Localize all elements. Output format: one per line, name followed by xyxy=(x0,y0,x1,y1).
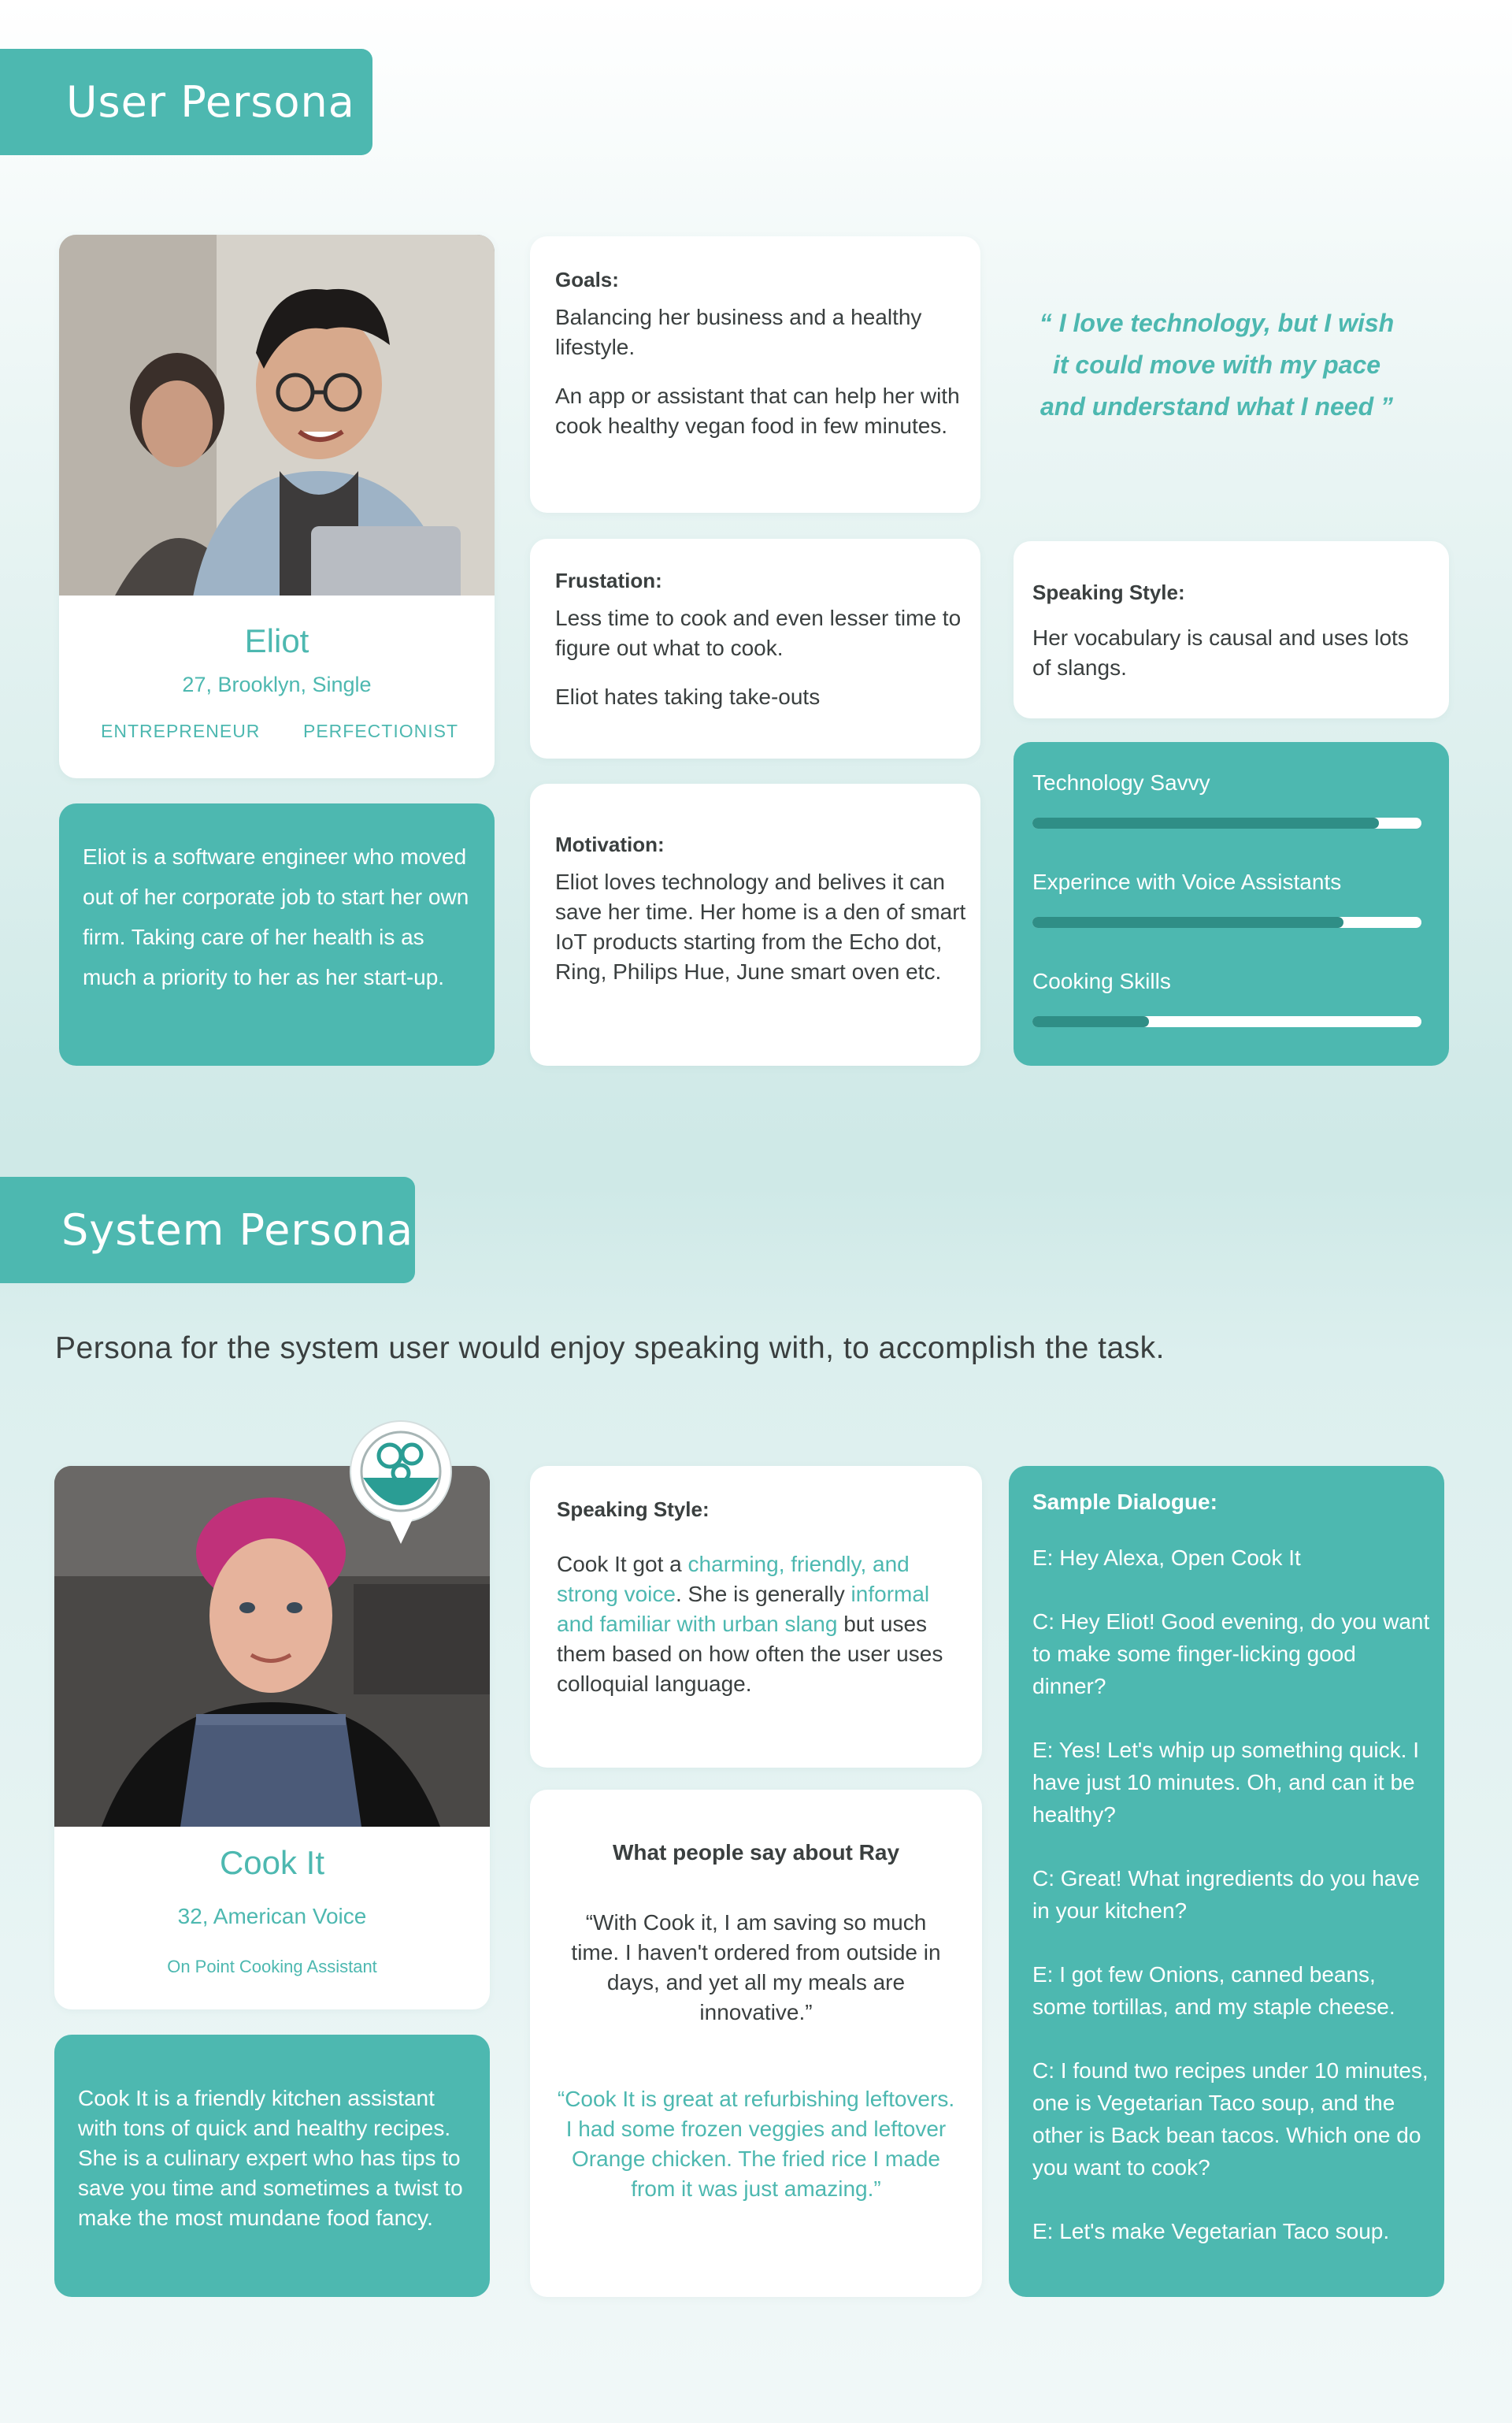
cookit-name: Cook It xyxy=(219,1844,325,1881)
cookit-bio-card xyxy=(54,2035,490,2297)
dialogue-line: E: Let's make Vegetarian Taco soup. xyxy=(1032,2219,1390,2243)
skill-bar-fill xyxy=(1032,818,1379,829)
eliot-bio-card xyxy=(59,803,495,1066)
tag-entrepreneur: ENTREPRENEUR xyxy=(101,721,261,741)
reviews-label: What people say about Ray xyxy=(612,1840,900,1865)
skill-label-voice: Experince with Voice Assistants xyxy=(1032,870,1342,894)
motivation-label: Motivation: xyxy=(555,833,665,856)
dialogue-line: C: Hey Eliot! Good evening, do you want to make some finger-licking good dinner? xyxy=(1032,1609,1430,1698)
dialogue-line: C: I found two recipes under 10 minutes, one is Vegetarian Taco soup, and the other is Back bean tacos. Which one do you want to cook? xyxy=(1032,2058,1429,2180)
cookit-bio-text: Cook It is a friendly kitchen assistant with tons of quick and healthy recipes. She is a culinary expert who has tips to save you time and sometimes a twist to make the most mundane food fancy. xyxy=(78,2086,463,2230)
eliot-bio-text: Eliot is a software engineer who moved out of her corporate job to start her own firm. Taking care of her health is as much a priority to her as her start-up. xyxy=(83,844,469,989)
motivation-card xyxy=(530,784,980,1066)
system-persona-title: System Persona xyxy=(61,1205,414,1255)
eliot-name: Eliot xyxy=(244,622,309,659)
goals-label: Goals: xyxy=(555,268,619,291)
motivation-text: Eliot loves technology and belives it can save her time. Her home is a den of smart IoT products starting from the Echo dot, Ring, Philips Hue, June smart oven etc. xyxy=(555,870,966,984)
user-persona-title: User Persona xyxy=(66,77,355,127)
system-speaking-style-label: Speaking Style: xyxy=(557,1497,710,1521)
dialogue-line: E: Yes! Let's whip up something quick. I have just 10 minutes. Oh, and can it be healthy? xyxy=(1032,1738,1419,1827)
system-speaking-style-text xyxy=(557,1549,965,1699)
speaking-highlight-1: charming, friendly, and strong voice xyxy=(557,1552,910,1606)
skill-label-cooking: Cooking Skills xyxy=(1032,969,1171,993)
frustration-text-1: Less time to cook and even lesser time to figure out what to cook. xyxy=(555,606,962,660)
eliot-quote: “ I love technology, but I wish it could move with my pace and understand what I need ” xyxy=(1039,309,1395,421)
eliot-photo xyxy=(59,235,495,596)
frustration-card xyxy=(530,539,980,759)
speaking-text-2: . She is generally xyxy=(675,1582,851,1606)
user-speaking-style-text: Her vocabulary is causal and uses lots of slangs. xyxy=(1032,625,1409,680)
frustration-text-2: Eliot hates taking take-outs xyxy=(555,685,821,709)
user-speaking-style-label: Speaking Style: xyxy=(1032,581,1185,604)
system-persona-subtitle: Persona for the system user would enjoy speaking with, to accomplish the task. xyxy=(55,1331,1166,1365)
skill-bar-voice xyxy=(1032,917,1421,928)
speaking-highlight-2: informal and familiar with urban slang xyxy=(557,1582,930,1636)
frustration-label: Frustation: xyxy=(555,569,662,592)
dialogue-lines xyxy=(1032,1542,1430,2247)
tag-perfectionist: PERFECTIONIST xyxy=(303,721,459,741)
eliot-details: 27, Brooklyn, Single xyxy=(182,673,372,696)
dialogue-line: E: I got few Onions, canned beans, some tortillas, and my staple cheese. xyxy=(1032,1962,1395,2019)
eliot-portrait-illustration xyxy=(59,235,495,596)
dialogue-label: Sample Dialogue: xyxy=(1032,1490,1217,1514)
goals-card xyxy=(530,236,980,513)
review-quote-1: “With Cook it, I am saving so much time. I haven't ordered from outside in days, and yet all my meals are innovative.” xyxy=(571,1910,941,2024)
skill-label-tech: Technology Savvy xyxy=(1032,770,1210,795)
user-speaking-style-card xyxy=(1014,541,1449,718)
goals-text-1: Balancing her business and a healthy lifestyle. xyxy=(555,305,922,359)
skill-bar-tech xyxy=(1032,818,1421,829)
dialogue-card xyxy=(1009,1466,1444,2297)
dialogue-line: C: Great! What ingredients do you have in your kitchen? xyxy=(1032,1866,1420,1923)
eliot-profile-card xyxy=(59,235,495,778)
skill-bar-fill xyxy=(1032,1016,1149,1027)
review-quote-2: “Cook It is great at refurbishing leftovers. I had some frozen veggies and leftover Orange chicken. The fried rice I made from it was just amazing.” xyxy=(557,2087,955,2201)
cookit-logo-icon xyxy=(344,1415,458,1553)
skill-bar-fill xyxy=(1032,917,1343,928)
cookit-details: 32, American Voice xyxy=(177,1904,367,1928)
skills-card xyxy=(1014,742,1449,1066)
speaking-text-1: Cook It got a xyxy=(557,1552,688,1576)
speaking-text-3: but uses them based on how often the user uses colloquial language. xyxy=(557,1612,943,1696)
system-persona-heading xyxy=(0,1177,415,1283)
skill-bar-cooking xyxy=(1032,1016,1421,1027)
goals-text-2: An app or assistant that can help her with cook healthy vegan food in few minutes. xyxy=(555,384,960,438)
reviews-card xyxy=(530,1790,982,2297)
cookit-role: On Point Cooking Assistant xyxy=(167,1957,377,1976)
system-speaking-style-card xyxy=(530,1466,982,1768)
dialogue-line: E: Hey Alexa, Open Cook It xyxy=(1032,1545,1301,1570)
user-persona-heading xyxy=(0,49,372,155)
